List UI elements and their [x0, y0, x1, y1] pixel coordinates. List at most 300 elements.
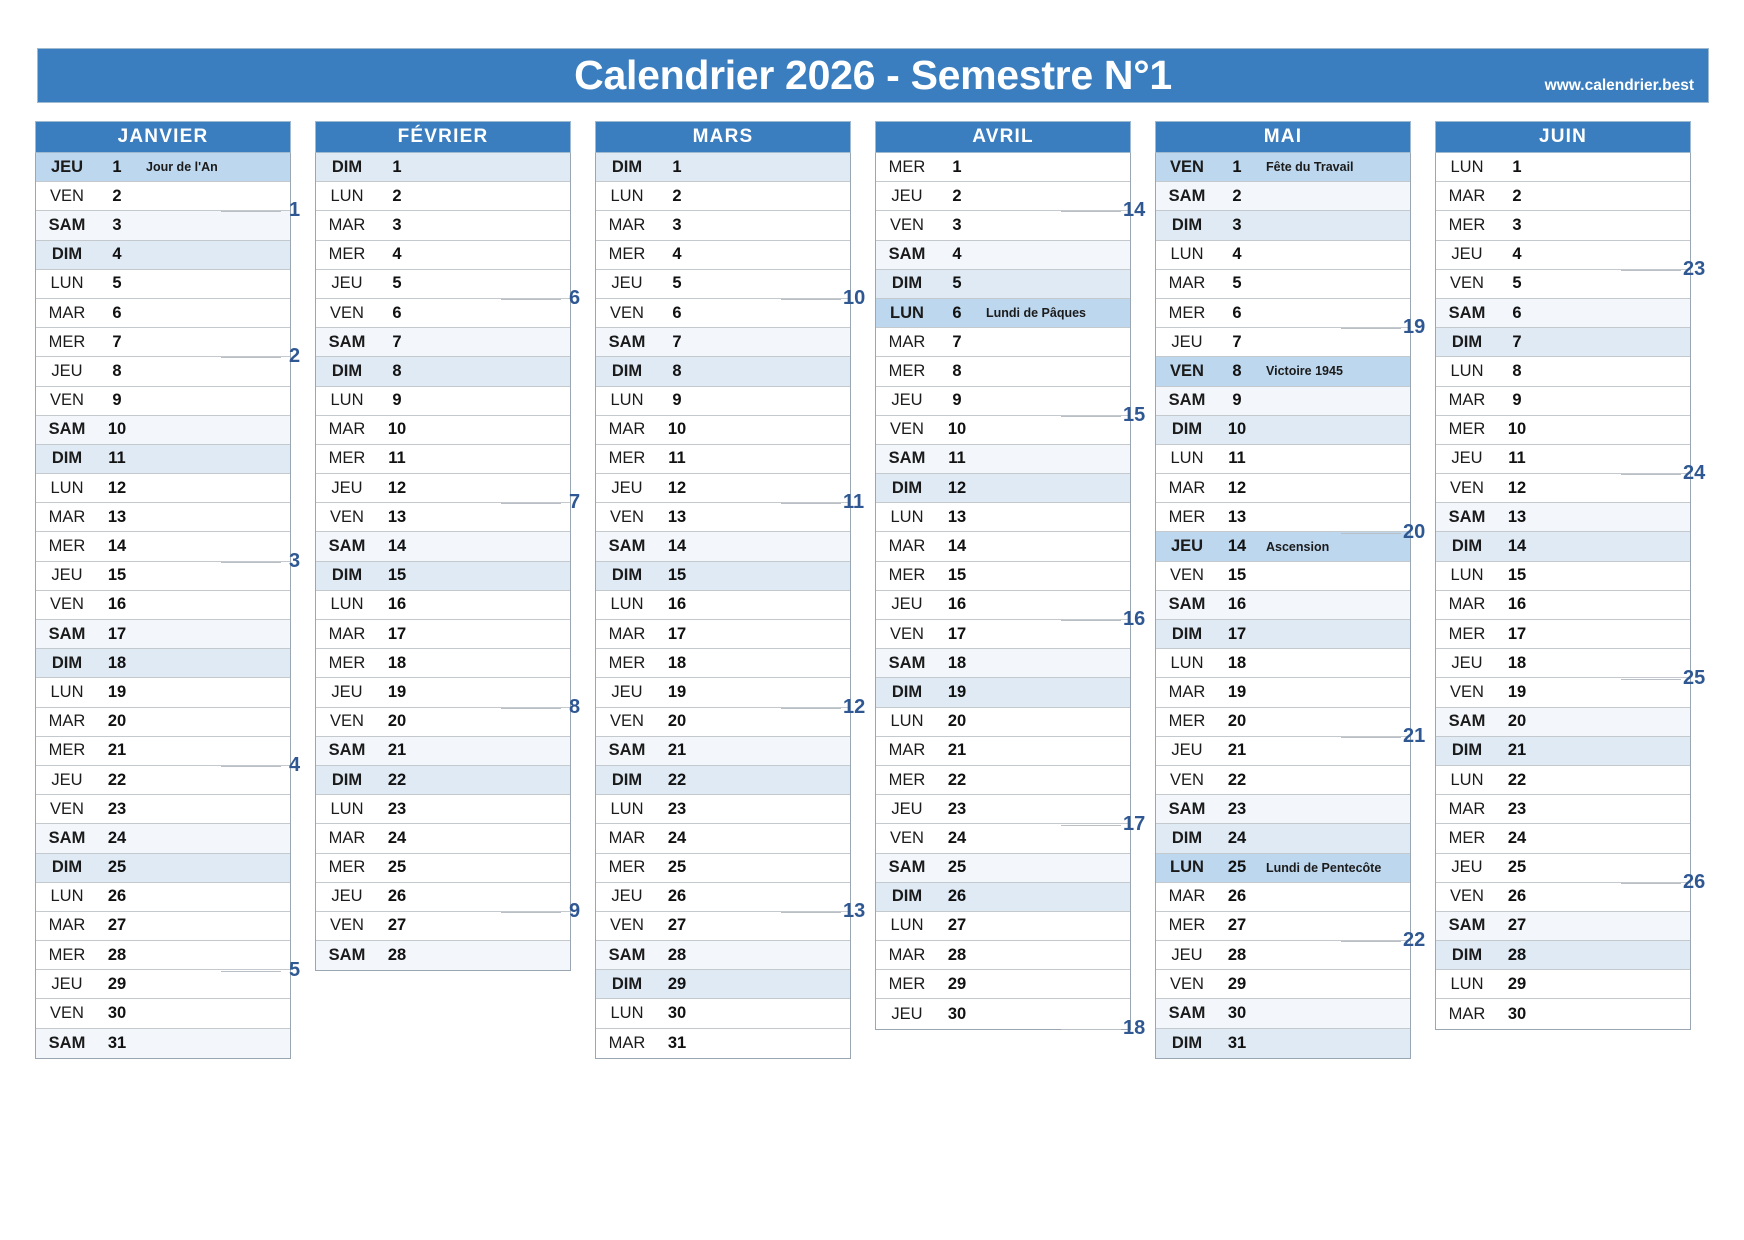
day-row[interactable] [1156, 328, 1410, 357]
day-row[interactable] [876, 970, 1130, 999]
day-of-week: SAM [888, 449, 926, 468]
day-number: 12 [947, 478, 967, 497]
day-row[interactable] [876, 766, 1130, 795]
day-row[interactable] [1156, 766, 1410, 795]
day-row[interactable] [1156, 912, 1410, 941]
day-row[interactable] [316, 708, 570, 737]
day-of-week: SAM [608, 332, 646, 351]
day-number: 29 [107, 974, 127, 993]
day-number: 4 [672, 245, 682, 264]
day-number: 18 [667, 653, 687, 672]
day-of-week: MAR [608, 1033, 646, 1052]
day-row[interactable] [36, 854, 290, 883]
day-row[interactable] [36, 999, 290, 1028]
day-row[interactable] [1156, 416, 1410, 445]
day-row[interactable] [1436, 766, 1690, 795]
day-row[interactable] [596, 416, 850, 445]
day-row[interactable] [1156, 883, 1410, 912]
day-number: 2 [952, 186, 962, 205]
day-row[interactable] [596, 970, 850, 999]
week-number: 4 [289, 754, 301, 777]
day-row[interactable] [316, 503, 570, 532]
day-row[interactable] [596, 854, 850, 883]
day-number: 19 [1227, 682, 1247, 701]
day-row[interactable] [36, 153, 290, 182]
day-of-week: SAM [1448, 712, 1486, 731]
day-of-week: MER [608, 245, 646, 264]
day-of-week: VEN [610, 712, 644, 731]
day-row[interactable] [1436, 562, 1690, 591]
day-row[interactable] [36, 503, 290, 532]
day-row[interactable] [36, 708, 290, 737]
day-row[interactable] [36, 270, 290, 299]
day-number: 9 [112, 391, 122, 410]
day-of-week: DIM [891, 274, 923, 293]
day-row[interactable] [1156, 474, 1410, 503]
day-row[interactable] [596, 1029, 850, 1058]
day-number: 28 [1227, 945, 1247, 964]
day-row[interactable] [316, 591, 570, 620]
day-of-week: MER [608, 449, 646, 468]
day-row[interactable] [316, 474, 570, 503]
day-row[interactable] [596, 620, 850, 649]
day-row[interactable] [876, 795, 1130, 824]
day-row[interactable] [36, 562, 290, 591]
day-row[interactable] [1436, 299, 1690, 328]
day-of-week: DIM [51, 858, 83, 877]
day-row[interactable] [1436, 357, 1690, 386]
day-row[interactable] [316, 416, 570, 445]
day-row[interactable] [36, 445, 290, 474]
day-row[interactable] [316, 153, 570, 182]
day-of-week: JEU [331, 887, 363, 906]
day-of-week: SAM [48, 828, 86, 847]
day-row[interactable] [36, 299, 290, 328]
week-number: 7 [569, 491, 581, 514]
day-row[interactable] [876, 999, 1130, 1028]
day-of-week: MER [1168, 916, 1206, 935]
day-row[interactable] [1436, 241, 1690, 270]
day-row[interactable] [596, 591, 850, 620]
day-row[interactable] [36, 649, 290, 678]
day-number: 10 [387, 420, 407, 439]
day-number: 5 [392, 274, 402, 293]
day-number: 26 [387, 887, 407, 906]
day-of-week: MER [888, 361, 926, 380]
day-row[interactable] [36, 474, 290, 503]
day-row[interactable] [1436, 737, 1690, 766]
day-row[interactable] [1436, 620, 1690, 649]
day-row[interactable] [1156, 532, 1410, 561]
day-row[interactable] [36, 357, 290, 386]
day-row[interactable] [1436, 708, 1690, 737]
day-number: 11 [1228, 449, 1246, 468]
day-row[interactable] [36, 912, 290, 941]
day-of-week: JEU [1171, 332, 1203, 351]
day-of-week: DIM [1451, 537, 1483, 556]
day-number: 6 [952, 303, 962, 322]
day-number: 15 [1227, 566, 1247, 585]
day-row[interactable] [1156, 387, 1410, 416]
day-row[interactable] [596, 562, 850, 591]
day-row[interactable] [1156, 824, 1410, 853]
day-number: 21 [667, 741, 687, 760]
day-row[interactable] [36, 1029, 290, 1058]
day-row[interactable] [316, 678, 570, 707]
day-row[interactable] [1436, 328, 1690, 357]
day-number: 16 [107, 595, 127, 614]
day-row[interactable] [876, 912, 1130, 941]
day-row[interactable] [316, 211, 570, 240]
day-row[interactable] [876, 883, 1130, 912]
day-row[interactable] [316, 649, 570, 678]
day-row[interactable] [1436, 211, 1690, 240]
day-row[interactable] [596, 941, 850, 970]
day-of-week: MAR [1448, 799, 1486, 818]
day-of-week: MER [48, 741, 86, 760]
day-number: 23 [667, 799, 687, 818]
day-of-week: MER [328, 653, 366, 672]
day-number: 27 [667, 916, 687, 935]
day-row[interactable] [1436, 941, 1690, 970]
day-row[interactable] [876, 562, 1130, 591]
day-row[interactable] [36, 416, 290, 445]
day-row[interactable] [316, 182, 570, 211]
day-row[interactable] [36, 387, 290, 416]
day-number: 27 [1227, 916, 1247, 935]
day-number: 13 [107, 507, 127, 526]
day-row[interactable] [1156, 503, 1410, 532]
day-of-week: MAR [888, 332, 926, 351]
day-number: 1 [112, 157, 122, 176]
day-row[interactable] [316, 620, 570, 649]
day-row[interactable] [876, 182, 1130, 211]
day-number: 24 [947, 828, 967, 847]
day-number: 31 [1227, 1033, 1247, 1052]
day-row[interactable] [596, 357, 850, 386]
day-number: 16 [387, 595, 407, 614]
day-row[interactable] [1436, 970, 1690, 999]
day-number: 25 [1227, 858, 1247, 877]
day-row[interactable] [876, 299, 1130, 328]
day-row[interactable] [316, 912, 570, 941]
day-of-week: MAR [48, 916, 86, 935]
day-row[interactable] [316, 941, 570, 970]
day-number: 23 [1507, 799, 1527, 818]
day-number: 11 [668, 449, 686, 468]
day-row[interactable] [36, 211, 290, 240]
day-row[interactable] [1156, 737, 1410, 766]
day-number: 30 [947, 1004, 967, 1023]
month-column-avril [873, 121, 1153, 1059]
day-row[interactable] [316, 824, 570, 853]
day-row[interactable] [876, 649, 1130, 678]
day-row[interactable] [1156, 649, 1410, 678]
day-row[interactable] [596, 474, 850, 503]
day-row[interactable] [316, 562, 570, 591]
day-of-week: JEU [1451, 858, 1483, 877]
day-row[interactable] [36, 795, 290, 824]
day-row[interactable] [1436, 503, 1690, 532]
month-column-février [313, 121, 593, 1059]
day-row[interactable] [596, 532, 850, 561]
day-row[interactable] [876, 387, 1130, 416]
day-row[interactable] [316, 766, 570, 795]
day-row[interactable] [1156, 241, 1410, 270]
day-row[interactable] [876, 328, 1130, 357]
day-of-week: DIM [51, 245, 83, 264]
day-row[interactable] [36, 620, 290, 649]
day-row[interactable] [316, 445, 570, 474]
day-row[interactable] [1436, 182, 1690, 211]
day-row[interactable] [596, 678, 850, 707]
day-of-week: VEN [330, 507, 364, 526]
day-row[interactable] [316, 357, 570, 386]
day-row[interactable] [1436, 591, 1690, 620]
day-row[interactable] [876, 854, 1130, 883]
day-of-week: DIM [51, 653, 83, 672]
day-row[interactable] [316, 737, 570, 766]
day-of-week: SAM [328, 741, 366, 760]
day-row[interactable] [1156, 211, 1410, 240]
day-row[interactable] [36, 970, 290, 999]
day-row[interactable] [596, 270, 850, 299]
day-row[interactable] [316, 328, 570, 357]
day-row[interactable] [1436, 445, 1690, 474]
day-row[interactable] [876, 591, 1130, 620]
day-of-week: JEU [611, 478, 643, 497]
day-row[interactable] [36, 737, 290, 766]
day-row[interactable] [1156, 620, 1410, 649]
day-number: 23 [107, 799, 127, 818]
day-number: 22 [667, 770, 687, 789]
day-of-week: MER [48, 537, 86, 556]
day-number: 2 [672, 186, 682, 205]
day-row[interactable] [1436, 416, 1690, 445]
day-row[interactable] [596, 912, 850, 941]
day-row[interactable] [596, 737, 850, 766]
day-number: 15 [947, 566, 967, 585]
day-number: 8 [952, 361, 962, 380]
day-row[interactable] [36, 941, 290, 970]
day-row[interactable] [36, 591, 290, 620]
day-row[interactable] [876, 532, 1130, 561]
month-days [875, 153, 1131, 1030]
day-row[interactable] [876, 678, 1130, 707]
day-of-week: VEN [890, 624, 924, 643]
day-of-week: LUN [890, 507, 924, 526]
day-number: 23 [1227, 799, 1247, 818]
day-row[interactable] [316, 299, 570, 328]
day-of-week: LUN [330, 799, 364, 818]
day-row[interactable] [1436, 649, 1690, 678]
day-row[interactable] [876, 620, 1130, 649]
day-of-week: JEU [50, 157, 84, 176]
month-column-mars [593, 121, 873, 1059]
day-number: 27 [1507, 916, 1527, 935]
day-row[interactable] [36, 883, 290, 912]
day-row[interactable] [876, 824, 1130, 853]
day-of-week: VEN [610, 507, 644, 526]
day-row[interactable] [316, 795, 570, 824]
day-of-week: MER [1448, 420, 1486, 439]
day-row[interactable] [1436, 824, 1690, 853]
day-of-week: LUN [1170, 449, 1204, 468]
day-row[interactable] [36, 241, 290, 270]
day-of-week: JEU [611, 887, 643, 906]
day-row[interactable] [36, 824, 290, 853]
day-row[interactable] [876, 357, 1130, 386]
day-number: 26 [107, 887, 127, 906]
week-number: 15 [1123, 403, 1146, 426]
day-row[interactable] [1156, 795, 1410, 824]
day-of-week: DIM [611, 770, 643, 789]
day-row[interactable] [596, 795, 850, 824]
day-row[interactable] [596, 299, 850, 328]
day-number: 8 [392, 361, 402, 380]
day-row[interactable] [1436, 883, 1690, 912]
day-row[interactable] [596, 445, 850, 474]
day-number: 1 [392, 157, 402, 176]
day-row[interactable] [1156, 182, 1410, 211]
day-row[interactable] [876, 708, 1130, 737]
day-row[interactable] [1156, 999, 1410, 1028]
day-number: 28 [947, 945, 967, 964]
day-row[interactable] [876, 211, 1130, 240]
day-of-week: VEN [1450, 682, 1484, 701]
day-of-week: VEN [1170, 974, 1204, 993]
day-row[interactable] [876, 445, 1130, 474]
day-row[interactable] [876, 503, 1130, 532]
day-row[interactable] [1436, 678, 1690, 707]
day-of-week: VEN [50, 391, 84, 410]
day-of-week: MAR [48, 507, 86, 526]
day-row[interactable] [596, 182, 850, 211]
day-row[interactable] [316, 854, 570, 883]
day-row[interactable] [876, 241, 1130, 270]
day-row[interactable] [596, 883, 850, 912]
day-row[interactable] [316, 532, 570, 561]
day-row[interactable] [876, 416, 1130, 445]
day-row[interactable] [596, 766, 850, 795]
day-number: 30 [1507, 1004, 1527, 1023]
day-row[interactable] [1156, 562, 1410, 591]
day-number: 5 [672, 274, 682, 293]
day-number: 22 [947, 770, 967, 789]
day-row[interactable] [876, 270, 1130, 299]
day-of-week: MAR [608, 624, 646, 643]
day-row[interactable] [596, 328, 850, 357]
day-row[interactable] [596, 241, 850, 270]
day-row[interactable] [1156, 708, 1410, 737]
day-row[interactable] [876, 737, 1130, 766]
day-row[interactable] [1436, 153, 1690, 182]
day-row[interactable] [596, 708, 850, 737]
day-number: 18 [387, 653, 407, 672]
day-row[interactable] [36, 766, 290, 795]
month-name: FÉVRIER [397, 126, 489, 147]
day-row[interactable] [36, 532, 290, 561]
day-row[interactable] [596, 999, 850, 1028]
day-of-week: DIM [1171, 624, 1203, 643]
day-number: 24 [1227, 828, 1247, 847]
day-row[interactable] [36, 328, 290, 357]
day-of-week: SAM [48, 215, 86, 234]
day-row[interactable] [596, 824, 850, 853]
day-number: 15 [1507, 566, 1527, 585]
day-number: 14 [107, 537, 127, 556]
day-row[interactable] [1436, 795, 1690, 824]
day-row[interactable] [876, 474, 1130, 503]
day-row[interactable] [1156, 591, 1410, 620]
day-row[interactable] [876, 941, 1130, 970]
day-row[interactable] [596, 503, 850, 532]
day-row[interactable] [1156, 678, 1410, 707]
day-number: 6 [392, 303, 402, 322]
day-number: 7 [112, 332, 122, 351]
day-of-week: MAR [888, 741, 926, 760]
day-row[interactable] [1436, 532, 1690, 561]
day-row[interactable] [1156, 1029, 1410, 1058]
day-row[interactable] [596, 387, 850, 416]
day-number: 14 [387, 537, 407, 556]
day-row[interactable] [316, 883, 570, 912]
day-row[interactable] [596, 153, 850, 182]
day-row[interactable] [1436, 474, 1690, 503]
day-row[interactable] [1156, 970, 1410, 999]
day-row[interactable] [1156, 299, 1410, 328]
day-row[interactable] [1436, 387, 1690, 416]
day-of-week: LUN [50, 887, 84, 906]
day-row[interactable] [36, 182, 290, 211]
day-row[interactable] [1156, 854, 1410, 883]
day-row[interactable] [1436, 912, 1690, 941]
week-number: 1 [289, 199, 301, 222]
day-of-week: LUN [1170, 245, 1204, 264]
week-number: 19 [1403, 316, 1426, 339]
day-row[interactable] [1156, 153, 1410, 182]
day-row[interactable] [316, 270, 570, 299]
day-of-week: LUN [610, 186, 644, 205]
day-of-week: VEN [1170, 566, 1204, 585]
day-of-week: MAR [1168, 887, 1206, 906]
day-row[interactable] [596, 649, 850, 678]
day-number: 26 [667, 887, 687, 906]
day-number: 4 [392, 245, 402, 264]
day-row[interactable] [316, 241, 570, 270]
day-row[interactable] [876, 153, 1130, 182]
day-of-week: VEN [1170, 157, 1204, 176]
day-row[interactable] [36, 678, 290, 707]
day-row[interactable] [1436, 270, 1690, 299]
day-number: 25 [107, 858, 127, 877]
day-row[interactable] [1156, 270, 1410, 299]
day-row[interactable] [596, 211, 850, 240]
day-row[interactable] [316, 387, 570, 416]
day-of-week: LUN [610, 799, 644, 818]
day-number: 5 [1512, 274, 1522, 293]
day-row[interactable] [1156, 445, 1410, 474]
day-of-week: MAR [608, 215, 646, 234]
day-row[interactable] [1156, 357, 1410, 386]
day-of-week: VEN [890, 828, 924, 847]
month-column-juin [1433, 121, 1713, 1059]
day-of-week: SAM [888, 245, 926, 264]
day-row[interactable] [1436, 999, 1690, 1028]
day-row[interactable] [1436, 854, 1690, 883]
week-number: 10 [843, 287, 866, 310]
day-row[interactable] [1156, 941, 1410, 970]
